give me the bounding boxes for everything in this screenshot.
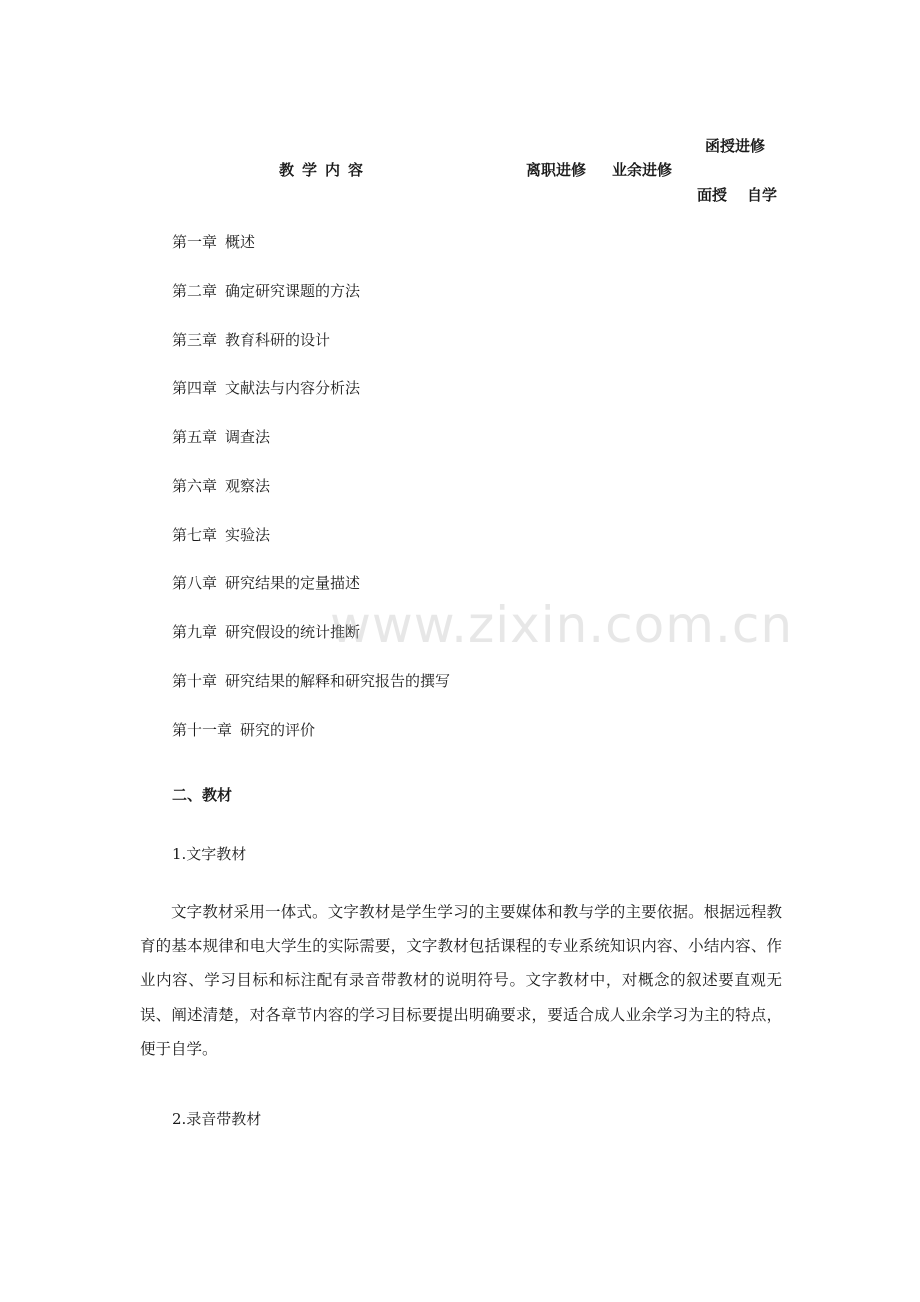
section-heading: 二、教材 bbox=[172, 786, 233, 804]
subsection-heading: 1.文字教材 bbox=[172, 845, 247, 863]
chapter-item: 第十一章 研究的评价 bbox=[172, 721, 316, 739]
chapter-item: 第七章 实验法 bbox=[172, 526, 271, 544]
chapter-item: 第九章 研究假设的统计推断 bbox=[172, 623, 361, 641]
chapter-item: 第二章 确定研究课题的方法 bbox=[172, 282, 361, 300]
watermark-text: www.zixin.com.cn bbox=[330, 596, 794, 654]
chapter-item: 第十章 研究结果的解释和研究报告的撰写 bbox=[172, 672, 451, 690]
chapter-item: 第八章 研究结果的定量描述 bbox=[172, 574, 361, 592]
chapter-item: 第三章 教育科研的设计 bbox=[172, 331, 331, 349]
header-correspondence: 函授进修 bbox=[705, 137, 766, 155]
chapter-item: 第六章 观察法 bbox=[172, 477, 271, 495]
chapter-item: 第五章 调查法 bbox=[172, 428, 271, 446]
chapter-item: 第四章 文献法与内容分析法 bbox=[172, 379, 361, 397]
body-paragraph: 文字教材采用一体式。文字教材是学生学习的主要媒体和教与学的主要依据。根据远程教育的基本规律和电大学生的实际需要，文字教材包括课程的专业系统知识内容、小结内容、作业内容、学习目标和标注配有录音带教材的说明符号。文字教材中，对概念的叙述要直观无误、阐述清楚，对各章节内容的学习目标要提出明确要求，要适合成人业余学习为主的特点，便于自学。 bbox=[140, 903, 782, 1058]
header-offjob: 离职进修 bbox=[526, 161, 587, 179]
subsection-heading: 2.录音带教材 bbox=[172, 1110, 262, 1128]
header-content-label: 教学内容 bbox=[279, 161, 372, 179]
header-spare: 业余进修 bbox=[612, 161, 673, 179]
header-self: 自学 bbox=[747, 186, 778, 204]
header-face: 面授 bbox=[697, 186, 728, 204]
chapter-item: 第一章 概述 bbox=[172, 233, 256, 251]
